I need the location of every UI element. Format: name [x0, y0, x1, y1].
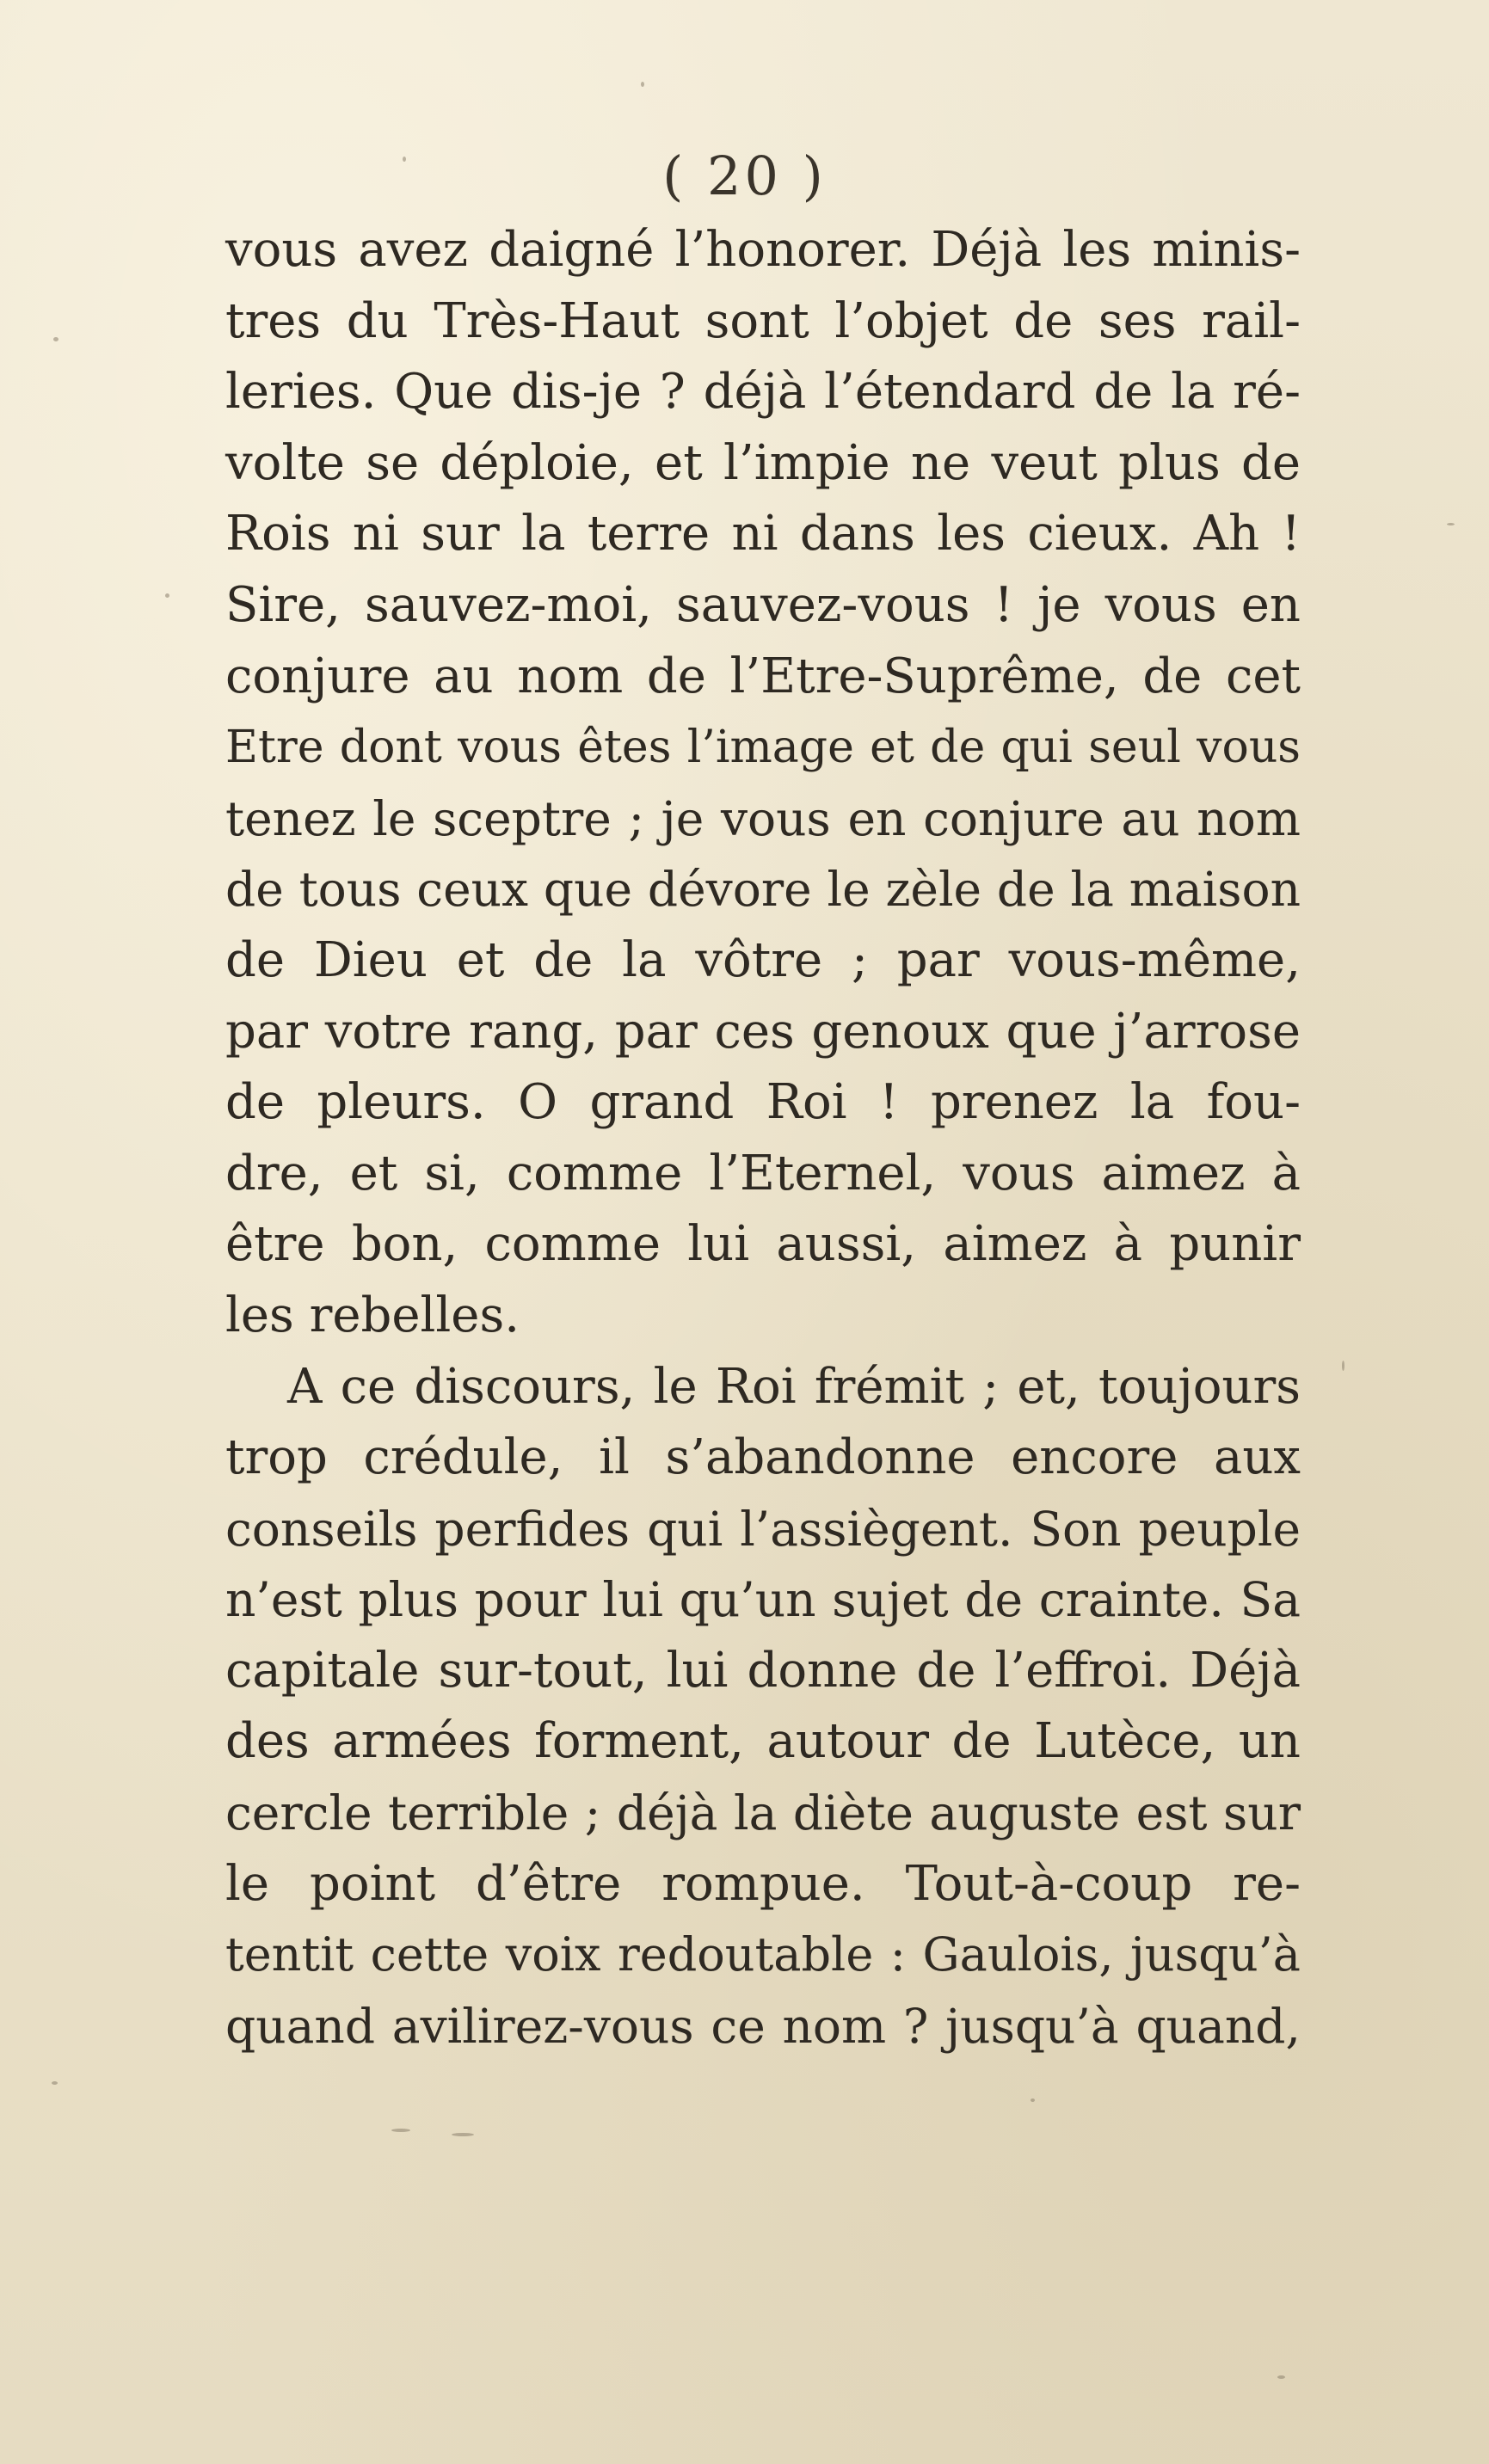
paper-speck	[1447, 523, 1455, 525]
text-line: être bon, comme lui aussi, aimez à punir	[225, 1216, 1301, 1273]
text-line: tres du Très-Haut sont l’objet de ses rail-	[225, 292, 1301, 349]
page-number-header: ( 20 )	[662, 144, 827, 207]
text-line: n’est plus pour lui qu’un sujet de crainte. Sa	[225, 1572, 1301, 1628]
text-line: dre, et si, comme l’Eternel, vous aimez à	[225, 1145, 1301, 1201]
paper-speck	[1277, 2375, 1285, 2379]
text-line: volte se déploie, et l’impie ne veut plus de	[225, 434, 1301, 491]
text-line: capitale sur-tout, lui donne de l’effroi. Déjà	[225, 1642, 1301, 1699]
text-line: Rois ni sur la terre ni dans les cieux. Ah !	[225, 506, 1301, 562]
text-line: tentit cette voix redoutable : Gaulois, jusqu’à	[225, 1927, 1301, 1982]
text-line: de Dieu et de la vôtre ; par vous-même,	[225, 931, 1301, 988]
paper-speck	[641, 82, 644, 87]
text-line: A ce discours, le Roi frémit ; et, toujours	[287, 1358, 1301, 1415]
text-line: les rebelles.	[225, 1287, 520, 1343]
text-line: quand avilirez-vous ce nom ? jusqu’à quand,	[225, 1998, 1301, 2054]
paper-speck	[1342, 1361, 1344, 1371]
paper-speck	[1031, 2098, 1035, 2102]
paper-speck	[452, 2133, 474, 2136]
paper-speck	[391, 2129, 410, 2132]
paper-speck	[52, 2081, 58, 2085]
text-line: leries. Que dis-je ? déjà l’étendard de la ré-	[225, 364, 1301, 421]
text-line: trop crédule, il s’abandonne encore aux	[225, 1429, 1301, 1486]
text-line: vous avez daigné l’honorer. Déjà les minis-	[225, 222, 1301, 278]
text-line: conjure au nom de l’Etre-Suprême, de cet	[225, 648, 1301, 704]
text-line: cercle terrible ; déjà la diète auguste est sur	[225, 1785, 1301, 1841]
text-line: tenez le sceptre ; je vous en conjure au nom	[225, 790, 1301, 846]
body-text	[225, 215, 1301, 2062]
text-line: par votre rang, par ces genoux que j’arrose	[225, 1003, 1301, 1060]
paper-speck	[165, 593, 169, 598]
text-line: de pleurs. O grand Roi ! prenez la fou-	[225, 1074, 1301, 1131]
text-line: Sire, sauvez-moi, sauvez-vous ! je vous en	[225, 576, 1301, 633]
text-line: de tous ceux que dévore le zèle de la maison	[225, 862, 1301, 918]
text-line: des armées forment, autour de Lutèce, un	[225, 1713, 1301, 1770]
text-line: conseils perfides qui l’assiègent. Son peuple	[225, 1501, 1301, 1557]
text-line: le point d’être rompue. Tout-à-coup re-	[225, 1855, 1301, 1912]
text-line: Etre dont vous êtes l’image et de qui seul vous	[225, 722, 1301, 774]
paper-speck	[53, 337, 58, 341]
